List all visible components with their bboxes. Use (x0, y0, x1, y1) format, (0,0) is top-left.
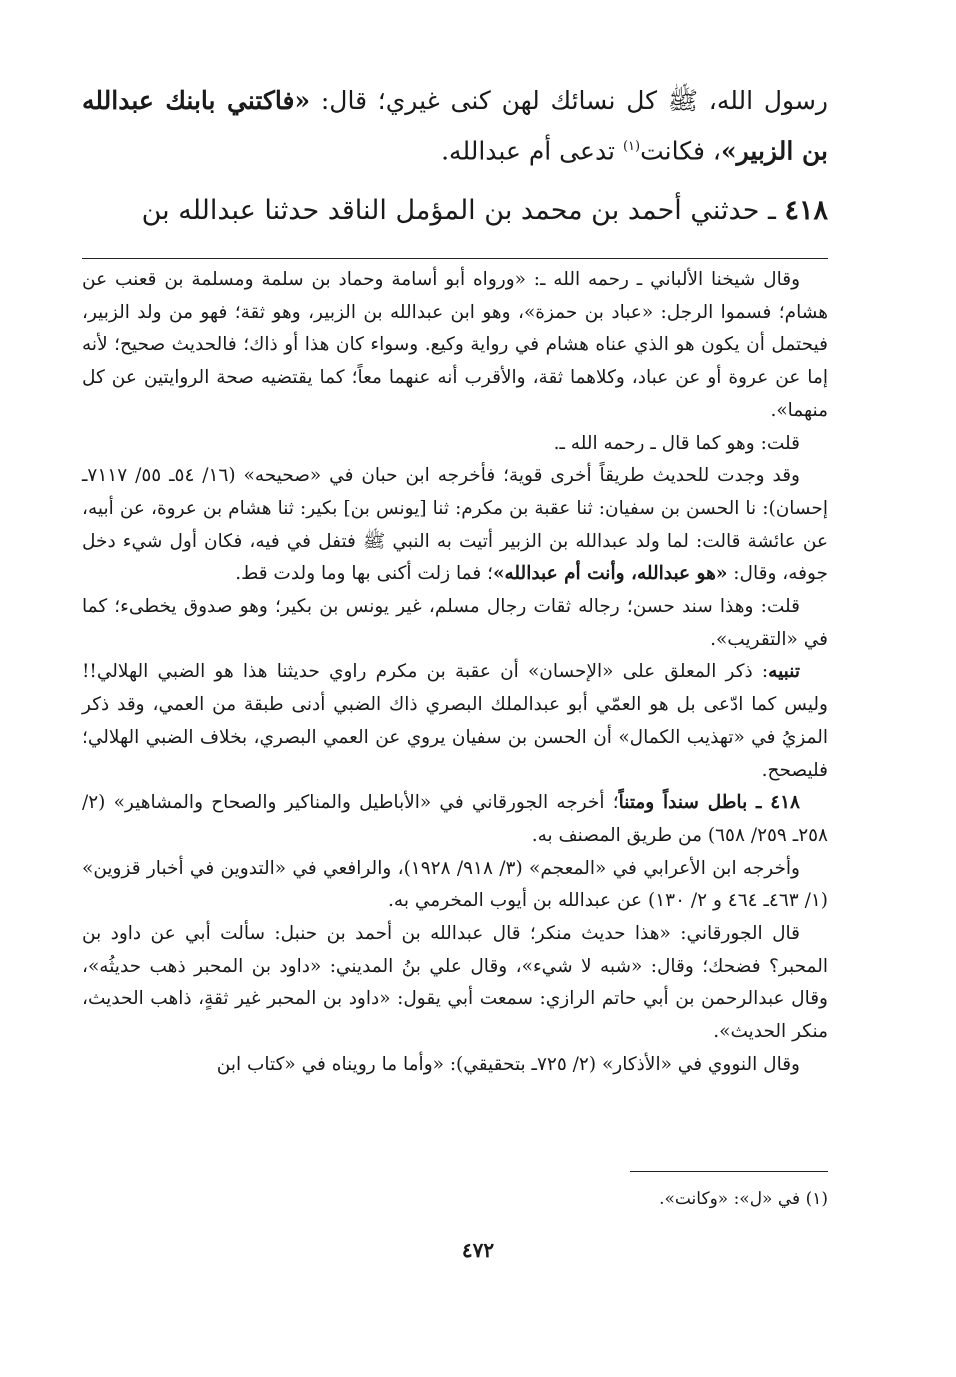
note-label: تنبيه (768, 661, 800, 683)
commentary (82, 264, 828, 1082)
note-paragraph: قلت: وهو كما قال ـ رحمه الله ـ. (553, 432, 800, 454)
hadith-paragraph (82, 188, 828, 234)
notes-divider (82, 258, 828, 259)
note-paragraph (82, 656, 828, 787)
footnote-ref: (١) (622, 139, 641, 154)
main-paragraph (82, 78, 828, 174)
verdict: ـ باطل سنداً ومتناً (618, 792, 771, 814)
text-segment: تدعى أم عبدالله. (441, 136, 623, 166)
footnote-text: في «ل»: «وكانت». (659, 1189, 806, 1209)
hadith-text: ـ حدثني أحمد بن محمد بن المؤمل الناقد حدثنا عبدالله بن (141, 195, 785, 227)
text-segment: : ذكر المعلق على «الإحسان» أن عقبة بن مكرم راوي حديثنا هذا هو الضبي الهلالي!! وليس كما ادّعى بل هو العمّي أبو عبدالملك البصري ذاك الضبي أدنى طبقة من العمي، وقد ذكر المزيُ في «تهذيب الكمال» أن الحسن بن سفيان يروي عن العمي البصري، بخلاف الضبي الهلالي؛ فليصحح. (82, 661, 828, 781)
hadith-number: ٤١٨ (770, 792, 800, 814)
text-segment: ؛ أخرجه الجورقاني في «الأباطيل والمناكير والصحاح والمشاهير» (٢/ ٢٥٨ـ ٢٥٩/ ٦٥٨) من طريق المصنف به. (82, 792, 828, 846)
note-paragraph (82, 787, 828, 852)
footnote-marker: (١) (805, 1189, 828, 1209)
hadith-quote: «هو عبدالله، وأنت أم عبدالله» (492, 563, 728, 585)
hadith-number: ٤١٨ (784, 195, 828, 227)
main-text (82, 78, 828, 234)
note-paragraph: وأخرجه ابن الأعرابي في «المعجم» (٣/ ٩١٨/ ١٩٢٨)، والرافعي في «التدوين في أخبار قزوين» (١/ ٤٦٣ـ ٤٦٤ و ٢/ ١٣٠) عن عبدالله بن أيوب المخرمي به. (82, 857, 828, 912)
note-paragraph: قال الجورقاني: «هذا حديث منكر؛ قال عبدالله بن أحمد بن حنبل: سألت أبي عن داود بن المحبر؟ فضحك؛ وقال: «شبه لا شيء»، وقال علي بنُ المديني: «داود بن المحبر ذهب حديثُه»، وقال عبدالرحمن بن أبي حاتم الرازي: سمعت أبي يقول: «داود بن المحبر غير ثقةٍ، ذاهب الحديث، منكر الحديث». (82, 923, 828, 1043)
note-paragraph: وقال النووي في «الأذكار» (٢/ ٧٢٥ـ بتحقيقي): «وأما ما رويناه في «كتاب ابن (216, 1053, 800, 1075)
footnote (82, 1186, 828, 1212)
hadith-quote: «فاكتني بابنك عبدالله بن الزبير» (82, 86, 828, 166)
text-segment: ، فكانت (640, 136, 722, 166)
text-segment: رسول الله، ﷺ كل نسائك لهن كنى غيري؛ قال: (310, 86, 828, 115)
note-paragraph: قلت: وهذا سند حسن؛ رجاله ثقات رجال مسلم، غير يونس بن بكير؛ وهو صدوق يخطىء؛ كما في «التقريب». (82, 596, 828, 650)
text-segment: ؛ فما زلت أكنى بها وما ولدت قط. (235, 563, 493, 585)
note-paragraph: وقال شيخنا الألباني ـ رحمه الله ـ: «ورواه أبو أسامة وحماد بن سلمة ومسلمة بن قعنب عن هشام؛ فسموا الرجل: «عباد بن حمزة»، وهو ابن عبدالله بن الزبير، وهو ثقة؛ فهو من ولد الزبير، فيحتمل أن يكون هو الذي عناه هشام في رواية وكيع. وسواء كان هذا أو ذاك؛ فالحديث صحيح؛ لأنه إما عن عروة أو عن عباد، وكلاهما ثقة، والأقرب أنه عنهما معاً؛ كما يقتضيه صحة الروايتين عن كل منهما». (82, 269, 828, 421)
page-number: ٤٧٢ (461, 1238, 495, 1262)
note-paragraph (82, 460, 828, 591)
text-segment: وقد وجدت للحديث طريقاً أخرى قوية؛ فأخرجه ابن حبان في «صحيحه» (١٦/ ٥٤ـ ٥٥/ ٧١١٧ـ إحسان): نا الحسن بن سفيان: ثنا عقبة بن مكرم: ثنا [يونس بن] بكير: ثنا هشام بن عروة، عن أبيه، عن عائشة قالت: لما ولد عبدالله بن الزبير أتيت به النبي ﷺ فتفل في فيه، فكان أول شيء دخل جوفه، وقال: (82, 465, 828, 585)
footnote-divider (630, 1171, 828, 1172)
